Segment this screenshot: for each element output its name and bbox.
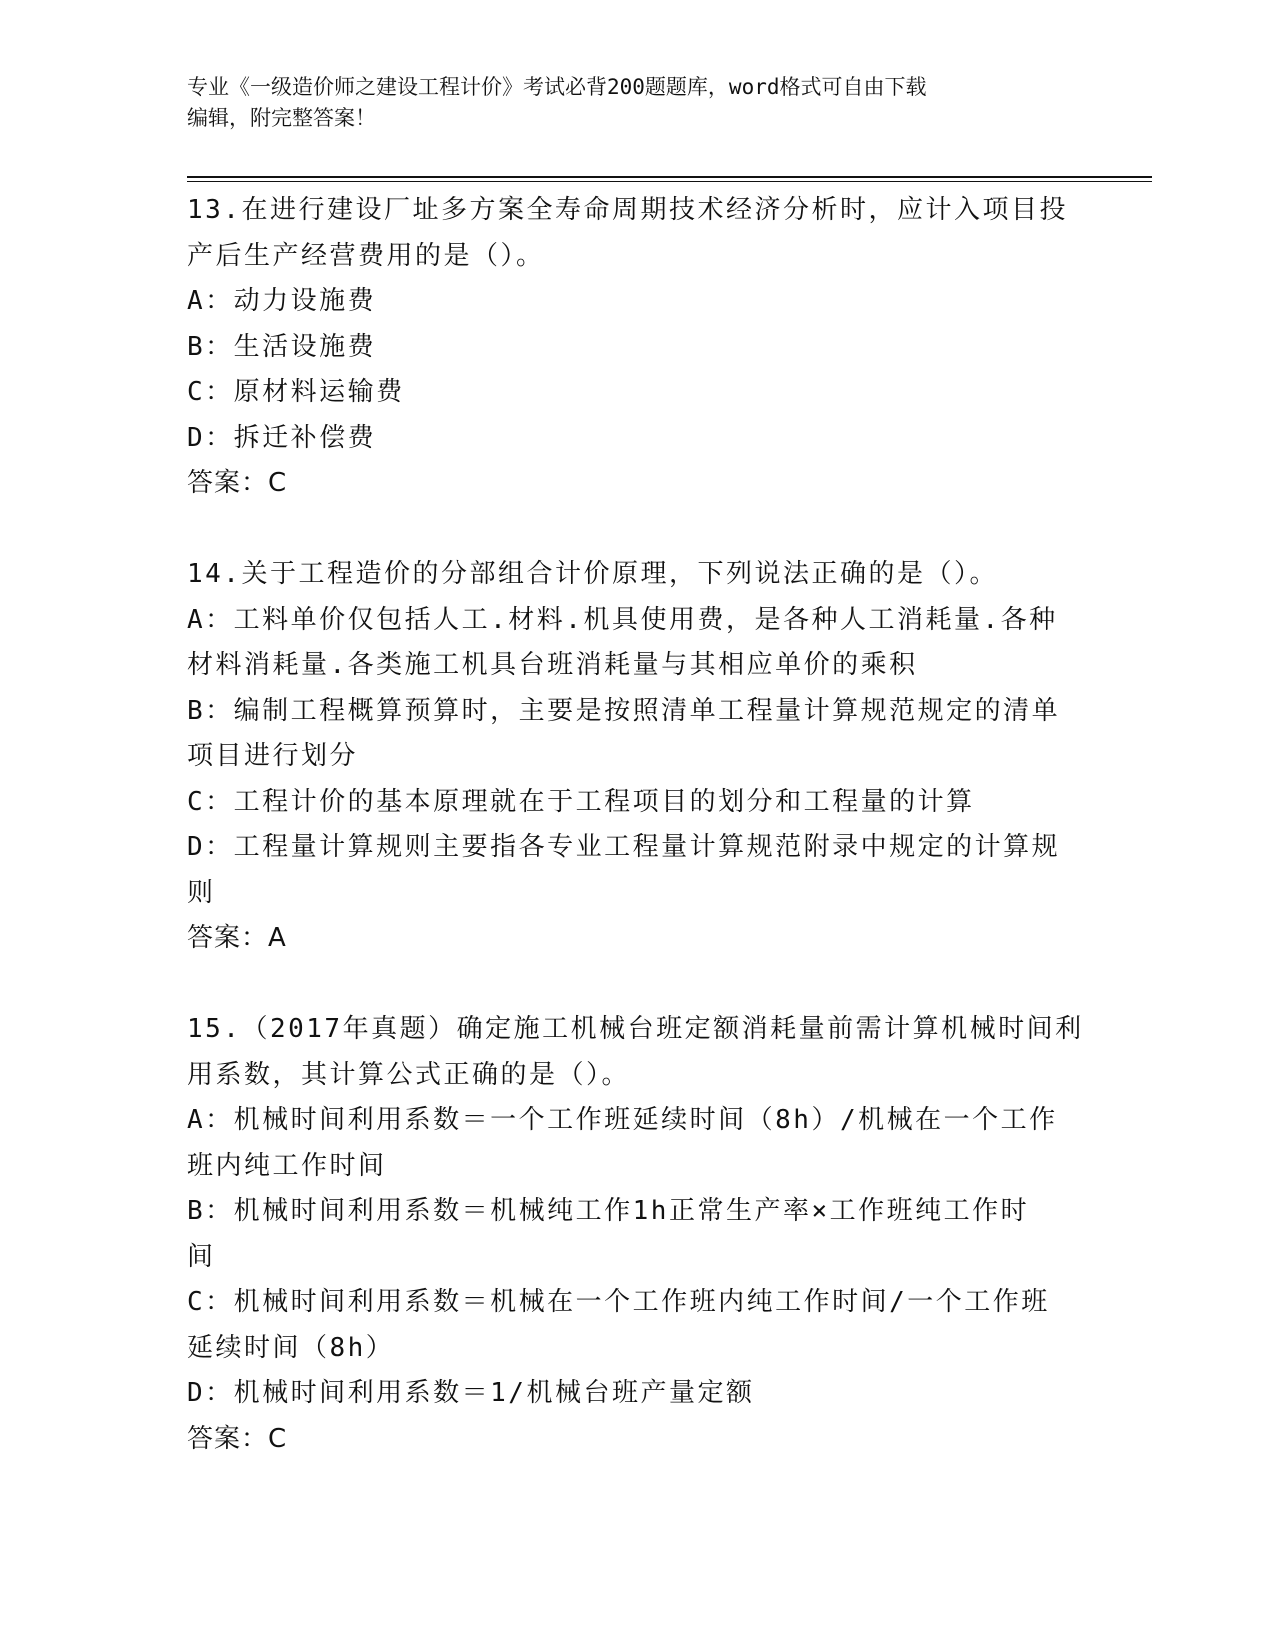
question-15 <box>187 1007 1087 1462</box>
spacer <box>187 507 1087 553</box>
document-header <box>187 72 1087 134</box>
option-a-cont: 班内纯工作时间 <box>187 1150 387 1181</box>
option-c-cont: 延续时间（8h） <box>187 1332 395 1363</box>
answer-label: 答案：C <box>187 468 288 498</box>
header-line-2: 编辑，附完整答案！ <box>187 106 376 130</box>
option-b: B：机械时间利用系数＝机械纯工作1h正常生产率×工作班纯工作时 <box>187 1196 1030 1226</box>
header-divider-thick <box>187 176 1152 178</box>
option-b: B：编制工程概算预算时，主要是按照清单工程量计算规范规定的清单 <box>187 695 1061 726</box>
header-divider-thin <box>187 181 1152 182</box>
question-stem-cont: 用系数，其计算公式正确的是（）。 <box>187 1059 631 1090</box>
option-b-cont: 项目进行划分 <box>187 741 359 771</box>
question-stem: 15.（2017年真题）确定施工机械台班定额消耗量前需计算机械时间利 <box>187 1014 1084 1044</box>
option-d-cont: 则 <box>187 877 216 908</box>
spacer <box>187 962 1087 1008</box>
option-d: D：机械时间利用系数＝1/机械台班产量定额 <box>187 1378 755 1408</box>
question-stem: 14.关于工程造价的分部组合计价原理，下列说法正确的是（）。 <box>187 559 998 589</box>
question-13 <box>187 188 1087 507</box>
option-a: A：动力设施费 <box>187 286 377 316</box>
question-list <box>187 188 1087 1462</box>
option-a-cont: 材料消耗量.各类施工机具台班消耗量与其相应单价的乘积 <box>187 650 918 680</box>
option-c: C：机械时间利用系数＝机械在一个工作班内纯工作时间/一个工作班 <box>187 1287 1050 1317</box>
option-b-cont: 间 <box>187 1241 216 1272</box>
answer-label: 答案：A <box>187 923 287 953</box>
option-b: B：生活设施费 <box>187 331 377 362</box>
option-d: D：工程量计算规则主要指各专业工程量计算规范附录中规定的计算规 <box>187 832 1061 862</box>
option-a: A：工料单价仅包括人工.材料.机具使用费，是各种人工消耗量.各种 <box>187 604 1058 635</box>
question-14 <box>187 552 1087 962</box>
question-stem-cont: 产后生产经营费用的是（）。 <box>187 240 545 271</box>
header-line-1: 专业《一级造价师之建设工程计价》考试必背200题题库，word格式可自由下载 <box>187 75 927 99</box>
option-c: C：工程计价的基本原理就在于工程项目的划分和工程量的计算 <box>187 786 975 817</box>
option-a: A：机械时间利用系数＝一个工作班延续时间（8h）/机械在一个工作 <box>187 1105 1058 1135</box>
answer-label: 答案：C <box>187 1423 288 1454</box>
option-c: C：原材料运输费 <box>187 377 405 407</box>
question-stem: 13.在进行建设厂址多方案全寿命周期技术经济分析时，应计入项目投 <box>187 195 1068 225</box>
option-d: D：拆迁补偿费 <box>187 422 377 453</box>
